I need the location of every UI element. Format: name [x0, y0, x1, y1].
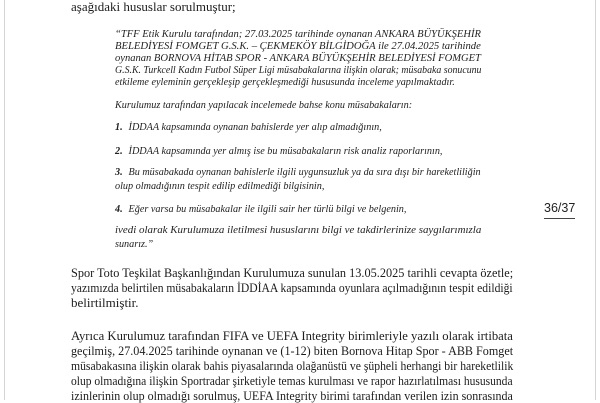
quote-line: oynanan BORNOVA HİTAB SPOR - ANKARA BÜYÜKŞEHİR BELEDİYESİ FOMGET: [115, 53, 481, 64]
list-item-continuation: olup olmadığının tespit edilip edilmediği bilgisinin,: [115, 181, 325, 192]
page-number: 36/37: [544, 201, 575, 219]
paragraph-line: izinlerinin olup olmadığı sorulmuş, UEFA Integrity birimi tarafından verilen izin sonrasında: [71, 388, 513, 403]
paragraph-line: Ayrıca Kurulumuz tarafından FIFA ve UEFA Integrity birimleriyle yazılı olarak irtibata: [71, 328, 513, 343]
quote-closing-line: sunarız.”: [115, 239, 154, 250]
quote-closing-line: ivedi olarak Kurulumuza iletilmesi hususlarını bilgi ve takdirlerinize saygılarımızla: [115, 225, 482, 236]
item-number: 1.: [115, 122, 123, 133]
item-text: İDDAA kapsamında yer almış ise bu müsabakaların risk analiz raporlarının,: [128, 146, 443, 157]
quote-lead: Kurulumuz tarafından yapılacak incelemede bahse konu müsabakaların:: [115, 100, 413, 111]
quote-line: etkileme eyleminin gerçekleşip gerçekleşmediği hususunda inceleme yapılmaktadır.: [115, 77, 455, 88]
paragraph-line: geçilmiş, 27.04.2025 tarihinde oynanan ve (1-12) biten Bornova Hitap Spor - ABB Fomget: [71, 343, 514, 358]
list-item: [115, 167, 481, 178]
paragraph-line: yazımızda belirtilen müsabakaların İDDİAA kapsamında oyunlara açılmadığının tespit edildiği: [71, 280, 513, 295]
item-number: 2.: [115, 146, 123, 157]
quote-line: “TFF Etik Kurulu tarafından; 27.03.2025 tarihinde oynanan ANKARA BÜYÜKŞEHİR: [115, 29, 481, 40]
list-item: [115, 146, 442, 157]
item-text: Bu müsabakada oynanan bahislerle ilgili uygunsuzluk ya da sıra dışı bir hareketliliğin: [128, 167, 481, 178]
item-number: 3.: [115, 167, 123, 178]
item-text: Eğer varsa bu müsabakalar ile ilgili sair her türlü bilgi ve belgenin,: [128, 204, 407, 215]
paragraph-line: müsabakasına ilişkin olarak bahis piyasalarında olağanüstü ve şüpheli herhangi bir hareketlilik: [71, 358, 514, 373]
list-item: [115, 122, 382, 133]
quote-line: BELEDİYESİ FOMGET G.S.K. – ÇEKMEKÖY BİLGİDOĞA ile 27.04.2025 tarihinde: [115, 41, 481, 52]
paragraph-line: belirtilmiştir.: [71, 295, 139, 310]
intro-tail: aşağıdaki hususlar sorulmuştur;: [71, 0, 236, 14]
item-text: İDDAA kapsamında oynanan bahislerde yer alıp almadığının,: [128, 122, 382, 133]
item-number: 4.: [115, 204, 123, 215]
paragraph-line: olup olmadığına ilişkin Sportradar şirketiyle temas kurulması ve rapor hazırlatılması hususunda: [71, 373, 513, 388]
paragraph-line: Spor Toto Teşkilat Başkanlığından Kurulumuza sunulan 13.05.2025 tarihli cevapta özetle;: [71, 265, 514, 280]
list-item: [115, 204, 406, 215]
quote-line: G.S.K. Turkcell Kadın Futbol Süper Ligi müsabakalarına ilişkin olarak; müsabaka sonucunu: [115, 65, 482, 76]
